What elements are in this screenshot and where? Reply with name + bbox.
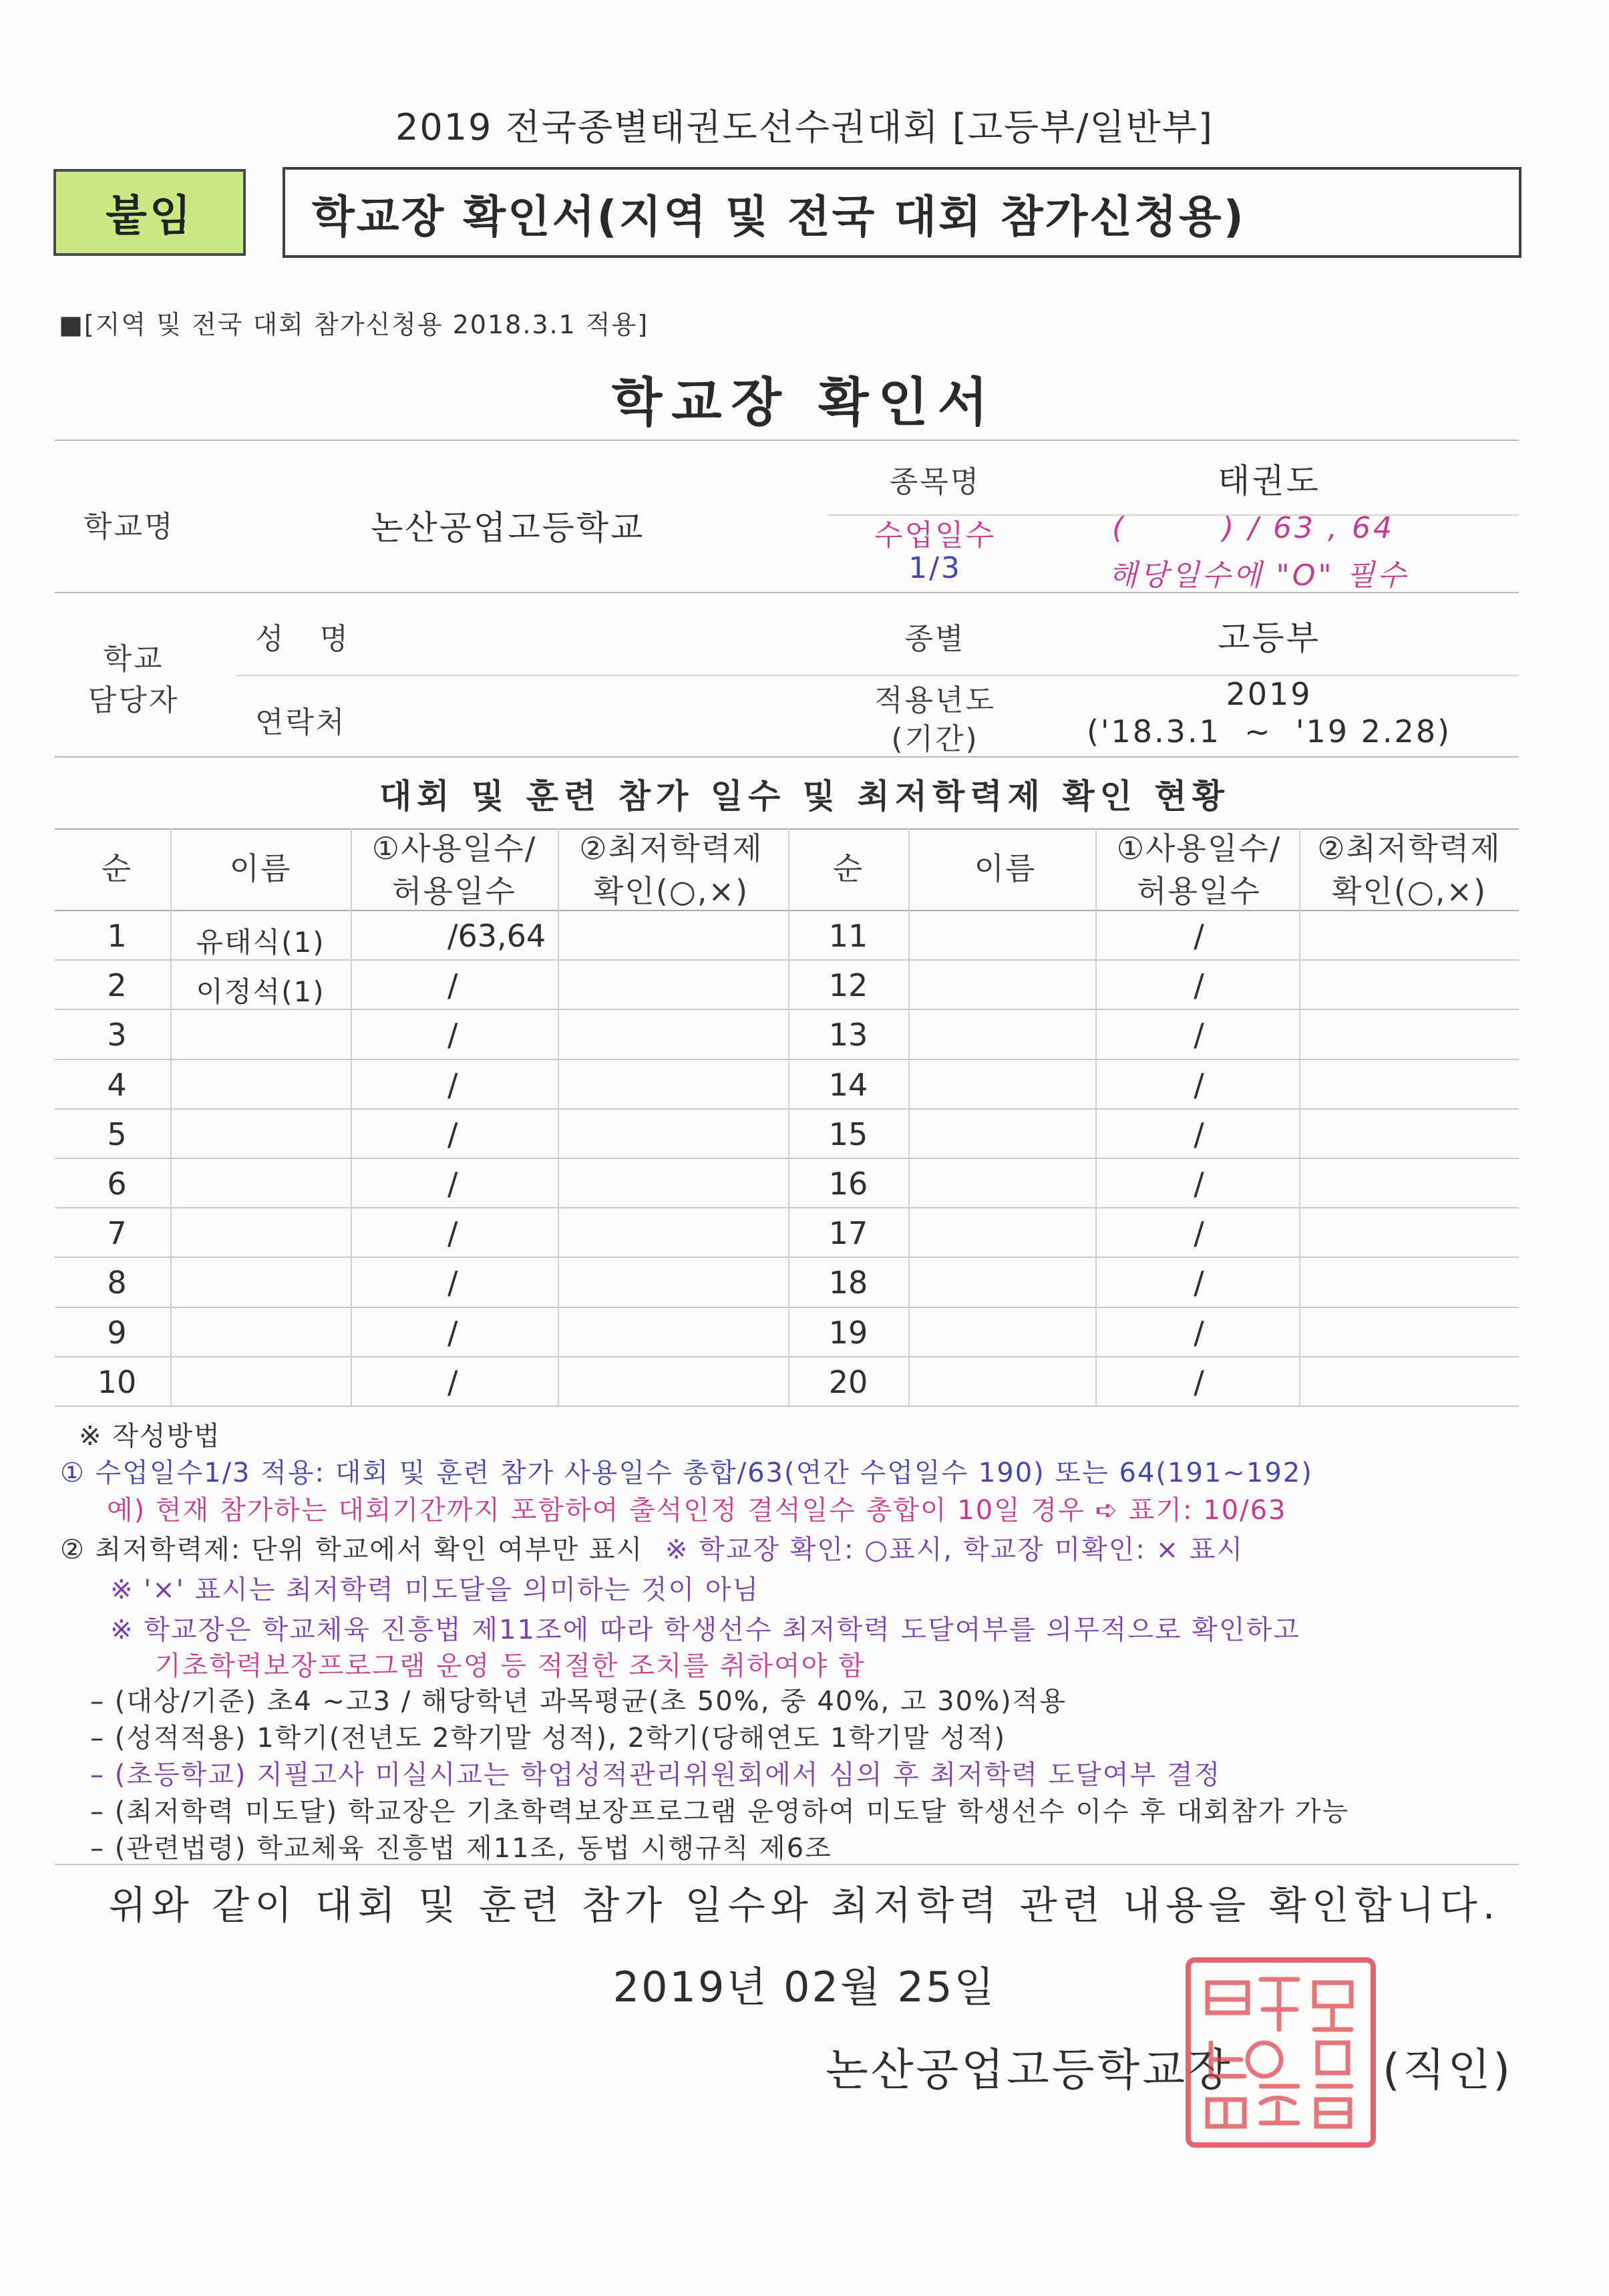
class-days-value: ( ) / 63 , 64 xyxy=(1112,511,1395,545)
header-name-right: 이름 xyxy=(974,850,1037,886)
used-days: / xyxy=(1194,1066,1204,1103)
row-number: 4 xyxy=(107,1066,127,1103)
note-not-achieved: – (최저학력 미도달) 학교장은 기초학력보장프로그램 운영하여 미도달 학생선수 이수 후 대회참가 가능 xyxy=(90,1796,1350,1827)
row-number: 16 xyxy=(828,1166,868,1202)
note-min-standard-suffix: ※ 학교장 확인: ○표시, 학교장 미확인: × 표시 xyxy=(665,1534,1244,1565)
used-days: / xyxy=(448,1116,458,1152)
official-seal-stamp xyxy=(1186,1957,1376,2148)
name-label: 성 명 xyxy=(255,622,350,656)
used-days: / xyxy=(1194,1166,1204,1202)
phone-label: 연락처 xyxy=(255,705,347,740)
table-row-rule xyxy=(55,1406,1519,1407)
note-class-days: ① 수업일수1/3 적용: 대회 및 훈련 참가 사용일수 총합/63(연간 수업일수 190) 또는 64(191~192) xyxy=(60,1458,1313,1488)
row-number: 2 xyxy=(107,967,127,1004)
confirmation-statement: 위와 같이 대회 및 훈련 참가 일수와 최저학력 관련 내용을 확인합니다. xyxy=(108,1882,1501,1928)
note-principal-duty-cont: 기초학력보장프로그램 운영 등 적절한 조치를 취하여야 함 xyxy=(155,1651,866,1681)
info-bottom-rule xyxy=(55,756,1519,758)
row-number: 7 xyxy=(107,1215,127,1252)
year-value: 2019 xyxy=(1226,676,1312,712)
header-min-line1: ②최저학력제 xyxy=(579,830,763,866)
form-title: 학교장 확인서(지역 및 전국 대회 참가신청용) xyxy=(283,167,1522,258)
table-column-rule xyxy=(1095,828,1097,1406)
row-number: 11 xyxy=(828,918,868,954)
header-min-line1: ②최저학력제 xyxy=(1317,830,1501,866)
seal-glyph-pattern xyxy=(1191,1963,1371,2142)
note-principal-duty: ※ 학교장은 학교체육 진흥법 제11조에 따라 학생선수 최저학력 도달여부를 의무적으로 확인하고 xyxy=(110,1615,1300,1645)
note-min-standard-prefix: ② 최저학력제: 단위 학교에서 확인 여부만 표시 xyxy=(60,1534,644,1565)
row-number: 19 xyxy=(828,1314,868,1351)
note-target-criteria: – (대상/기준) 초4 ~고3 / 해당학년 과목평균(초 50%, 중 40%, 고 30%)적용 xyxy=(90,1686,1067,1717)
row-number: 18 xyxy=(828,1265,868,1301)
header-min-right xyxy=(1299,827,1519,913)
header-days-left xyxy=(351,827,558,913)
used-days: / xyxy=(448,1314,458,1351)
header-days-line2: 허용일수 xyxy=(392,873,516,909)
header-min-line2: 확인(○,×) xyxy=(1331,873,1487,909)
school-name-value: 논산공업고등학교 xyxy=(371,508,645,547)
seal-label: (직인) xyxy=(1383,2044,1513,2096)
used-days: / xyxy=(1194,1116,1204,1152)
row-number: 6 xyxy=(107,1166,127,1202)
period-value: ('18.3.1 ~ '19 2.28) xyxy=(1086,713,1452,750)
used-days: / xyxy=(1194,1363,1204,1400)
competition-title: 2019 전국종별태권도선수권대회 [고등부/일반부] xyxy=(395,106,1214,148)
table-column-rule xyxy=(351,828,352,1406)
used-days: / xyxy=(448,967,458,1004)
note-grade-application: – (성적적용) 1학기(전년도 2학기말 성적), 2학기(당해연도 1학기말 성적) xyxy=(90,1723,1007,1754)
principal-name: 논산공업고등학교장 xyxy=(826,2044,1233,2096)
table-column-rule xyxy=(170,828,172,1406)
used-days: / xyxy=(1194,1017,1204,1053)
table-column-rule xyxy=(788,828,789,1406)
contact-label-1: 학교 xyxy=(103,642,164,676)
table-section-title: 대회 및 훈련 참가 일수 및 최저학력제 확인 현황 xyxy=(379,777,1230,816)
header-name-left: 이름 xyxy=(229,850,292,886)
header-no-left: 순 xyxy=(101,850,133,886)
note-related-law: – (관련법령) 학교체육 진흥법 제11조, 동법 시행규칙 제6조 xyxy=(90,1833,832,1864)
player-name: 이정석(1) xyxy=(196,975,325,1009)
row-number: 20 xyxy=(828,1363,868,1400)
row-number: 12 xyxy=(828,967,868,1004)
header-days-right xyxy=(1095,827,1302,913)
used-days: / xyxy=(1194,967,1204,1004)
division-value: 고등부 xyxy=(1218,619,1320,657)
row-number: 9 xyxy=(107,1314,127,1351)
header-min-left xyxy=(558,827,785,913)
apply-note: ■[지역 및 전국 대회 참가신청용 2018.3.1 적용] xyxy=(59,310,649,339)
used-days: / xyxy=(1194,1314,1204,1351)
used-days: / xyxy=(448,1017,458,1053)
info-top-rule xyxy=(55,440,1519,441)
school-name-label: 학교명 xyxy=(83,510,175,544)
used-days: / xyxy=(1194,918,1204,954)
contact-label-2: 담당자 xyxy=(87,683,180,717)
row-number: 15 xyxy=(828,1116,868,1152)
header-days-line2: 허용일수 xyxy=(1137,873,1261,909)
period-label: (기간) xyxy=(891,722,979,756)
year-label: 적용년도 xyxy=(874,683,996,717)
header-min-line2: 확인(○,×) xyxy=(593,873,749,909)
row-number: 3 xyxy=(107,1017,127,1053)
event-label: 종목명 xyxy=(889,465,981,499)
player-name: 유태식(1) xyxy=(196,926,325,959)
used-days: / xyxy=(1194,1265,1204,1301)
class-days-note: 해당일수에 "O" 필수 xyxy=(1109,558,1409,593)
row-number: 5 xyxy=(107,1116,127,1152)
table-column-rule xyxy=(558,828,559,1406)
note-elementary: – (초등학교) 지필고사 미실시교는 학업성적관리위원회에서 심의 후 최저학력 도달여부 결정 xyxy=(90,1760,1222,1790)
row-number: 13 xyxy=(828,1017,868,1053)
note-class-days-example: 예) 현재 참가하는 대회기간까지 포함하여 출석인정 결석일수 총합이 10일 경우 ➪ 표기: 10/63 xyxy=(107,1495,1287,1526)
used-days: / xyxy=(1194,1215,1204,1252)
event-value: 태권도 xyxy=(1218,462,1320,500)
used-days: / xyxy=(448,1066,458,1103)
header-days-line1: ①사용일수/ xyxy=(1116,830,1282,866)
row-number: 1 xyxy=(107,918,127,954)
header-days-line1: ①사용일수/ xyxy=(371,830,537,866)
used-days: / xyxy=(448,1363,458,1400)
row-number: 10 xyxy=(97,1363,137,1400)
division-label: 종별 xyxy=(904,622,966,656)
document-title: 학교장 확인서 xyxy=(611,373,998,433)
notes-heading: ※ 작성방법 xyxy=(79,1421,221,1452)
row-number: 14 xyxy=(828,1066,868,1103)
table-column-rule xyxy=(908,828,910,1406)
footer-rule xyxy=(55,1864,1519,1865)
row-number: 17 xyxy=(828,1215,868,1252)
header-no-right: 순 xyxy=(832,850,864,886)
used-days: / xyxy=(448,1265,458,1301)
note-x-meaning: ※ '×' 표시는 최저학력 미도달을 의미하는 것이 아님 xyxy=(110,1575,760,1605)
table-column-rule xyxy=(1299,828,1300,1406)
used-days: / xyxy=(448,1215,458,1252)
class-days-fraction: 1/3 xyxy=(908,551,962,585)
class-days-label: 수업일수 xyxy=(874,518,996,552)
used-days: /63,64 xyxy=(448,918,546,954)
note-min-standard xyxy=(60,1528,1244,1567)
signature-date: 2019년 02월 25일 xyxy=(612,1963,997,2011)
row-number: 8 xyxy=(107,1265,127,1301)
used-days: / xyxy=(448,1166,458,1202)
attachment-label: 붙임 xyxy=(53,169,246,256)
